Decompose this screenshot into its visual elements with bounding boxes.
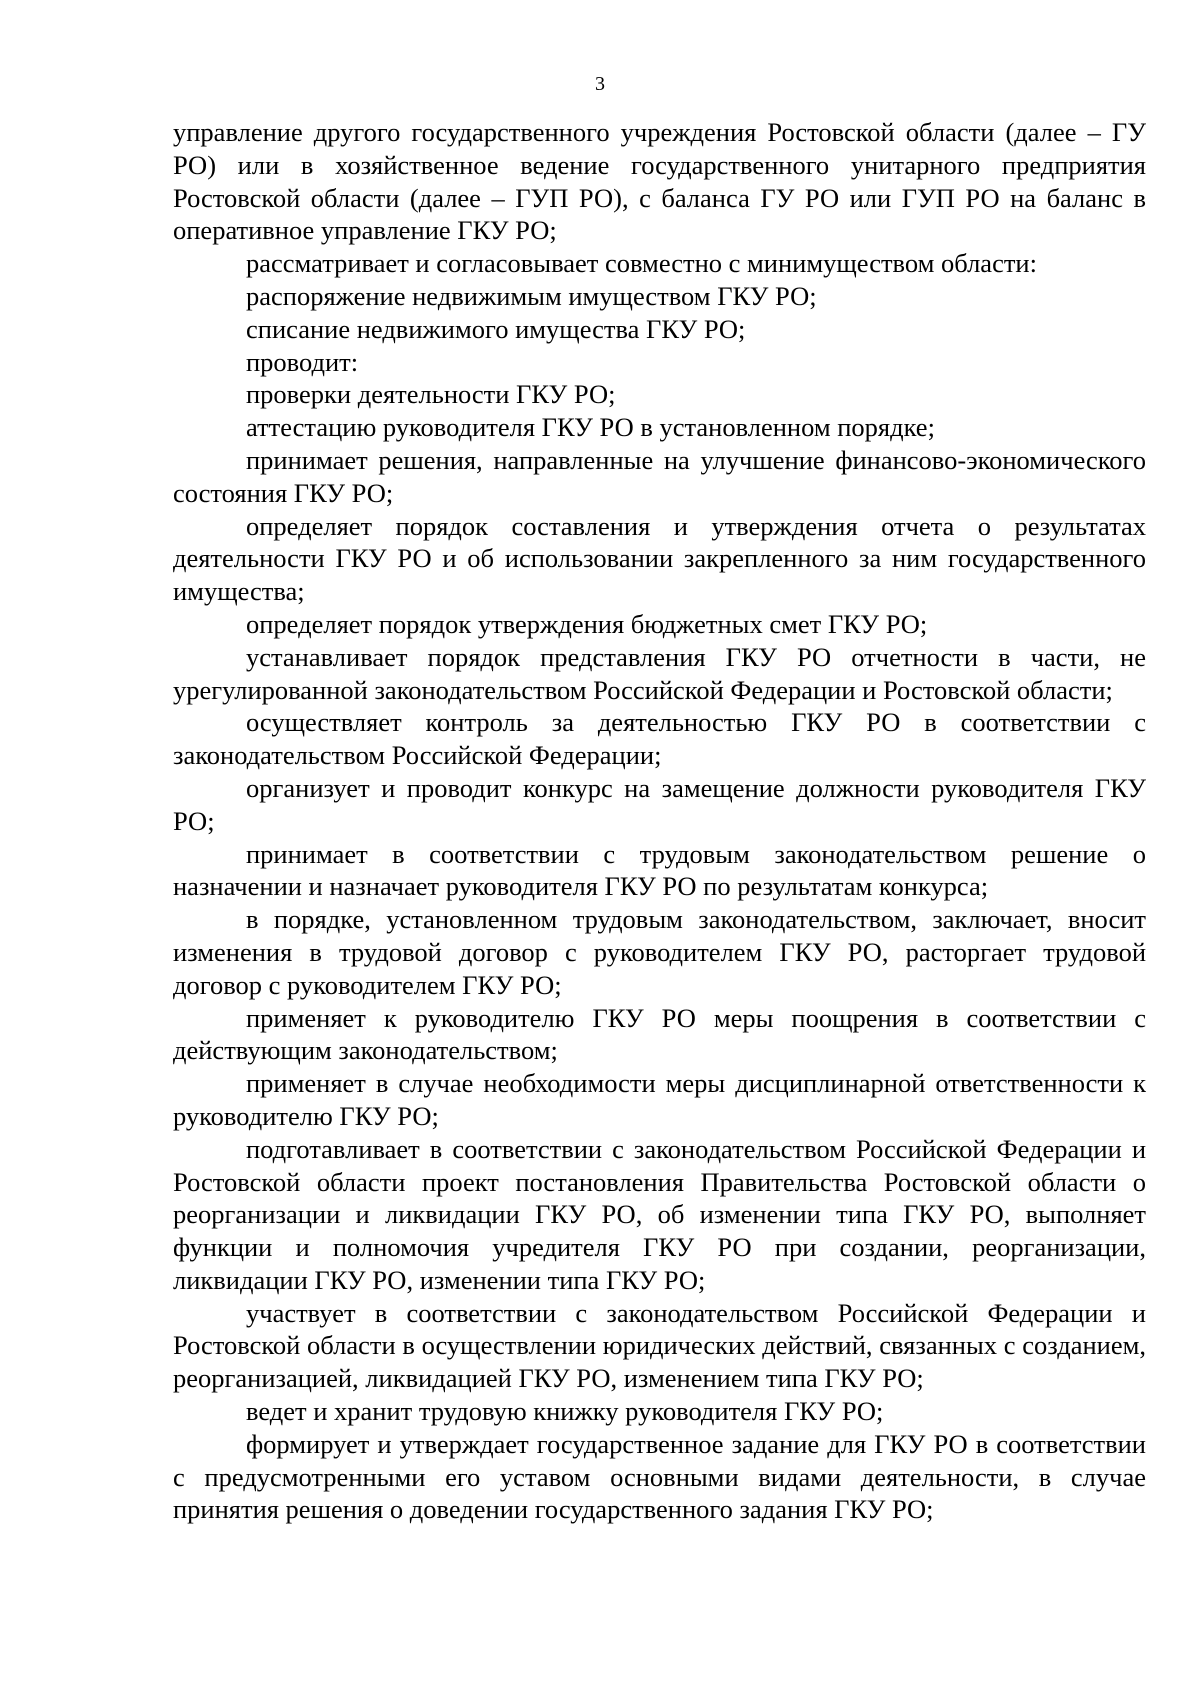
paragraph: распоряжение недвижимым имуществом ГКУ РО; <box>246 280 817 311</box>
paragraph: в порядке, установленном трудовым законодательством, заключает, вносит изменения в трудовой договор с руководителем ГКУ РО, расторгает трудовой договор с руководителем ГКУ РО; <box>173 904 1146 1000</box>
page-number: 3 <box>595 73 605 95</box>
paragraph: применяет к руководителю ГКУ РО меры поощрения в соответствии с действующим законодательством; <box>173 1002 1146 1066</box>
paragraph: ведет и хранит трудовую книжку руководителя ГКУ РО; <box>246 1396 884 1427</box>
paragraph: организует и проводит конкурс на замещение должности руководителя ГКУ РО; <box>173 772 1146 836</box>
paragraph: проверки деятельности ГКУ РО; <box>246 379 616 410</box>
document-body <box>173 116 1146 1526</box>
paragraph: списание недвижимого имущества ГКУ РО; <box>246 313 746 344</box>
paragraph: определяет порядок составления и утверждения отчета о результатах деятельности ГКУ РО и об использовании закрепленного за ним государственного имущества; <box>173 510 1146 607</box>
paragraph: подготавливает в соответствии с законодательством Российской Федерации и Ростовской области проект постановления Правительства Ростовской области о реорганизации и ликвидации ГКУ РО, об изменении типа ГКУ РО, выполняет функции и полномочия учредителя ГКУ РО при создании, реорганизации, ликвидации ГКУ РО, изменении типа ГКУ РО; <box>173 1133 1146 1295</box>
paragraph: применяет в случае необходимости меры дисциплинарной ответственности к руководителю ГКУ РО; <box>173 1068 1146 1131</box>
paragraph: принимает решения, направленные на улучшение финансово-экономического состояния ГКУ РО; <box>173 444 1146 508</box>
paragraph: осуществляет контроль за деятельностью ГКУ РО в соответствии с законодательством Российской Федерации; <box>173 707 1146 771</box>
paragraph: принимает в соответствии с трудовым законодательством решение о назначении и назначает руководителя ГКУ РО по результатам конкурса; <box>173 838 1146 902</box>
paragraph: проводит: <box>246 346 359 377</box>
paragraph: формирует и утверждает государственное задание для ГКУ РО в соответствии с предусмотренными его уставом основными видами деятельности, в случае принятия решения о доведении государственного задания ГКУ РО; <box>173 1428 1146 1525</box>
paragraph: рассматривает и согласовывает совместно с минимуществом области: <box>246 248 1037 279</box>
paragraph: аттестацию руководителя ГКУ РО в установленном порядке; <box>246 412 935 443</box>
paragraph: участвует в соответствии с законодательством Российской Федерации и Ростовской области в осуществлении юридических действий, связанных с созданием, реорганизацией, ликвидацией ГКУ РО, изменением типа ГКУ РО; <box>173 1297 1146 1394</box>
paragraph: устанавливает порядок представления ГКУ РО отчетности в части, не урегулированной законодательством Российской Федерации и Ростовской области; <box>173 641 1146 705</box>
paragraph: определяет порядок утверждения бюджетных смет ГКУ РО; <box>246 608 928 639</box>
paragraph: управление другого государственного учреждения Ростовской области (далее – ГУ РО) или в хозяйственное ведение государственного унитарного предприятия Ростовской области (далее – ГУП РО), с баланса ГУ РО или ГУП РО на баланс в оперативное управление ГКУ РО; <box>173 117 1146 246</box>
